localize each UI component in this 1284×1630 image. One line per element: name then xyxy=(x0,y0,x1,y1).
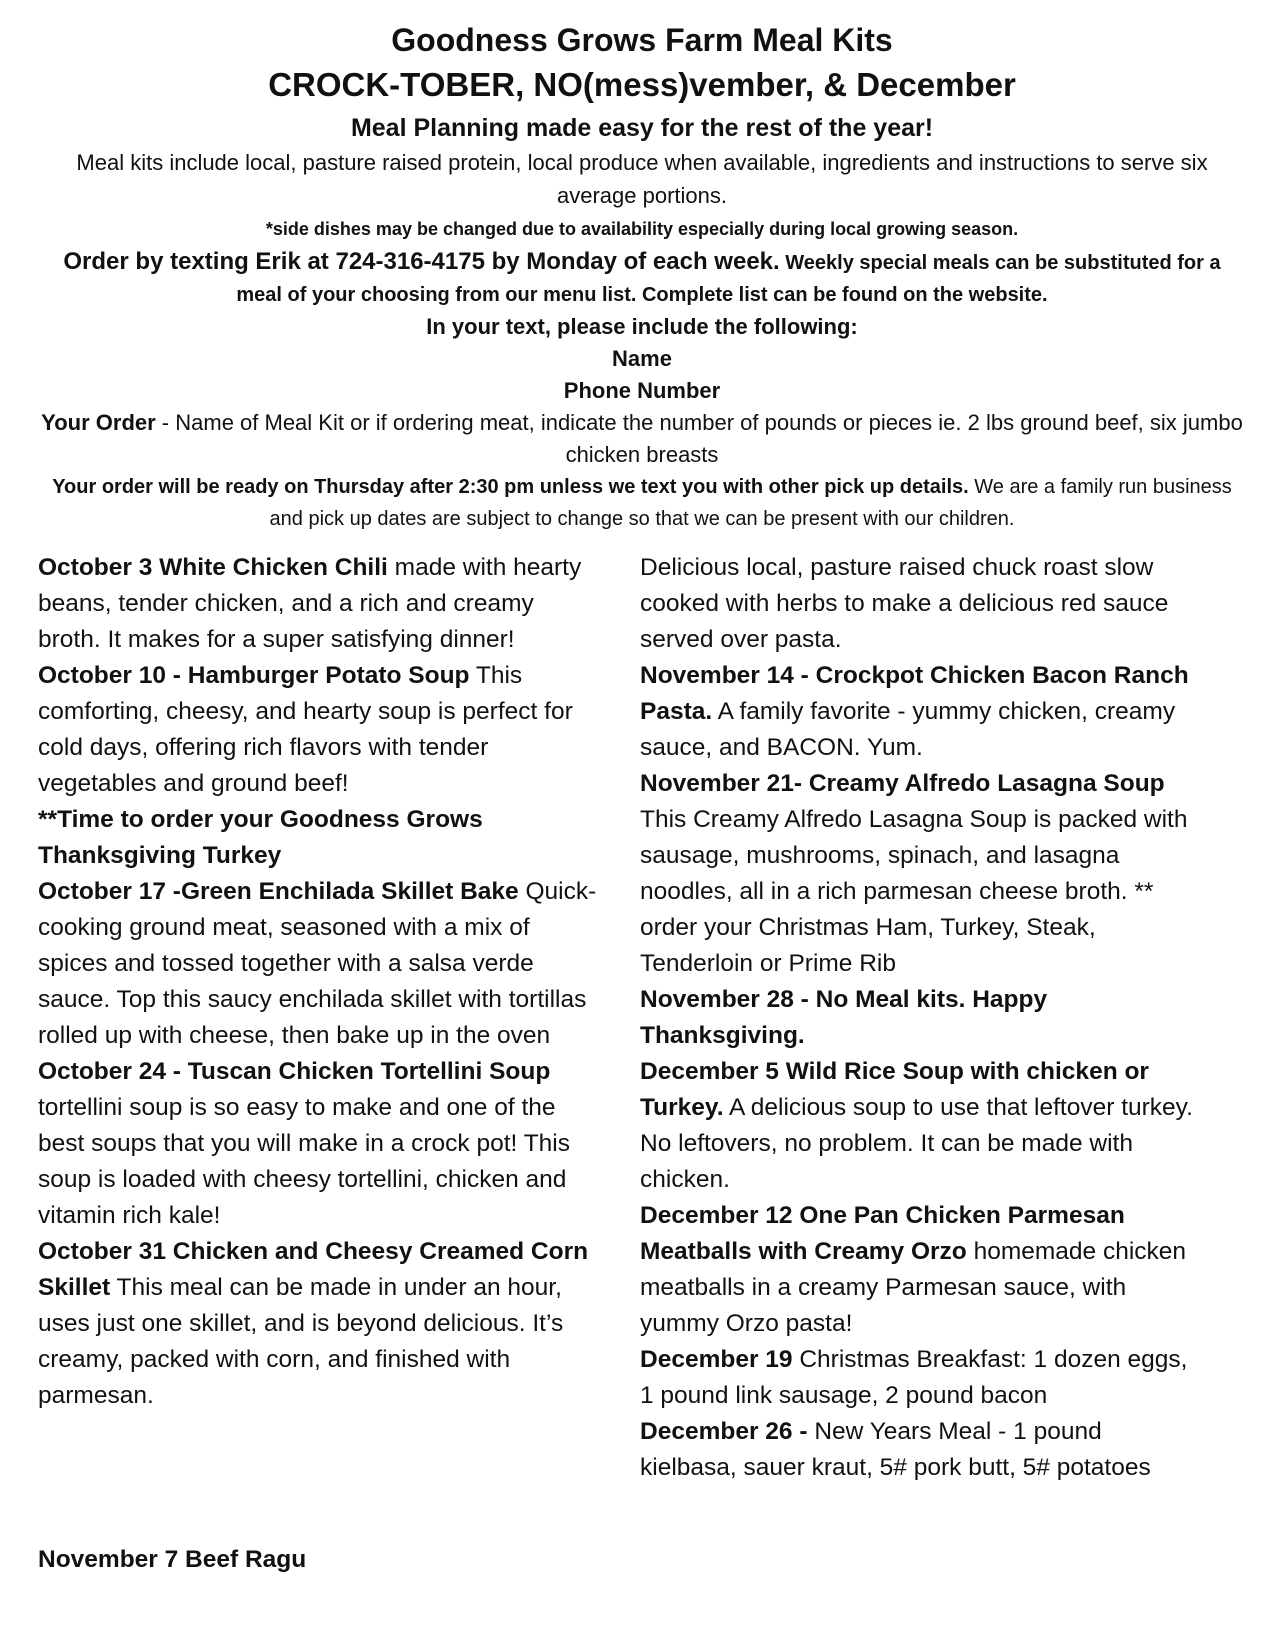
menu-entry-title: October 24 - Tuscan Chicken Tortellini Soup xyxy=(38,1058,551,1085)
menu-column-right xyxy=(640,550,1200,1486)
pickup-notice xyxy=(0,471,1284,535)
menu-entry-title: December 26 - xyxy=(640,1418,808,1445)
pickup-rest: We are a family run business and pick up dates are subject to change so that we can be present with our children. xyxy=(269,476,1232,530)
menu-entry-body: made with hearty beans, tender chicken, and a rich and creamy broth. It makes for a super satisfying dinner! xyxy=(38,554,582,653)
footer-entry: November 7 Beef Ragu xyxy=(38,1546,307,1573)
menu-entry xyxy=(640,658,1200,766)
include-heading: In your text, please include the following: xyxy=(426,314,858,339)
menu-entry xyxy=(640,1198,1200,1342)
menu-entry-title: October 3 White Chicken Chili xyxy=(38,554,388,581)
menu-column-left xyxy=(38,550,640,1486)
menu-entry-body: This meal can be made in under an hour, uses just one skillet, and is beyond delicious. It’s creamy, packed with corn, and finished with parmesan. xyxy=(38,1274,564,1409)
menu-entry xyxy=(38,658,600,802)
page-title: Goodness Grows Farm Meal Kits xyxy=(391,22,893,58)
menu-entry xyxy=(640,1342,1200,1414)
order-by-text: Order by texting Erik at 724-316-4175 by Monday of each week. xyxy=(63,248,780,275)
page-subtitle: CROCK-TOBER, NO(mess)vember, & December xyxy=(268,66,1016,103)
menu-entry-title: November 21- Creamy Alfredo Lasagna Soup xyxy=(640,770,1165,797)
substitution-text: Weekly special meals can be substituted for a meal of your choosing from our menu list. Complete list can be found on the website. xyxy=(236,252,1221,306)
side-dish-note: *side dishes may be changed due to availability especially during local growing season. xyxy=(265,219,1019,239)
intro-text: Meal kits include local, pasture raised protein, local produce when available, ingredients and instructions to serve six average portions. xyxy=(76,150,1208,208)
menu-entry-title: October 10 - Hamburger Potato Soup xyxy=(38,662,470,689)
menu-entry-title: **Time to order your Goodness Grows Thanksgiving Turkey xyxy=(38,806,483,869)
menu-entry-body: This comforting, cheesy, and hearty soup is perfect for cold days, offering rich flavors with tender vegetables and ground beef! xyxy=(38,662,573,797)
pickup-bold: Your order will be ready on Thursday after 2:30 pm unless we text you with other pick up details. xyxy=(52,476,969,498)
menu-entry xyxy=(640,766,1200,982)
menu-entry xyxy=(640,1414,1200,1486)
your-order-line xyxy=(0,407,1284,471)
menu-entry-title: October 31 Chicken and Cheesy Creamed Corn Skillet xyxy=(38,1238,589,1301)
menu-entry-body: This Creamy Alfredo Lasagna Soup is packed with sausage, mushrooms, spinach, and lasagna noodles, all in a rich parmesan cheese broth. ** order your Christmas Ham, Turkey, Steak, Tenderloin or Prime Rib xyxy=(640,806,1188,977)
menu-entry xyxy=(38,1234,600,1414)
menu-entry xyxy=(640,550,1200,658)
menu-entry-body: Christmas Breakfast: 1 dozen eggs, 1 pound link sausage, 2 pound bacon xyxy=(640,1346,1188,1409)
field-name: Name xyxy=(612,346,672,371)
ordering-instructions xyxy=(0,246,1284,311)
menu-entry-body: Quick-cooking ground meat, seasoned with a mix of spices and tossed together with a salsa verde sauce. Top this saucy enchilada skillet with tortillas rolled up with cheese, then bake up in the oven xyxy=(38,878,597,1049)
menu-entry-body: A delicious soup to use that leftover turkey. No leftovers, no problem. It can be made with chicken. xyxy=(640,1094,1193,1193)
your-order-label: Your Order xyxy=(41,410,156,435)
menu-entry-body: A family favorite - yummy chicken, creamy sauce, and BACON. Yum. xyxy=(640,698,1176,761)
menu-entry-title: November 28 - No Meal kits. Happy Thanksgiving. xyxy=(640,986,1048,1049)
field-phone: Phone Number xyxy=(563,378,721,403)
menu-entry-body: Delicious local, pasture raised chuck roast slow cooked with herbs to make a delicious red sauce served over pasta. xyxy=(640,554,1169,653)
flyer-header xyxy=(0,0,1284,535)
menu-entry-title: December 19 xyxy=(640,1346,793,1373)
your-order-text: - Name of Meal Kit or if ordering meat, indicate the number of pounds or pieces ie. 2 lbs ground beef, six jumbo chicken breasts xyxy=(155,410,1243,467)
menu-entry-title: December 5 Wild Rice Soup with chicken or Turkey. xyxy=(640,1058,1149,1121)
menu-entry xyxy=(38,1054,600,1234)
menu-entry xyxy=(640,1054,1200,1198)
menu-entry-title: November 14 - Crockpot Chicken Bacon Ranch Pasta. xyxy=(640,662,1189,725)
menu-entry-title: December 12 One Pan Chicken Parmesan Meatballs with Creamy Orzo xyxy=(640,1202,1125,1265)
tagline: Meal Planning made easy for the rest of the year! xyxy=(350,114,934,142)
menu-entry-body: New Years Meal - 1 pound kielbasa, sauer kraut, 5# pork butt, 5# potatoes xyxy=(640,1418,1151,1481)
menu-columns xyxy=(38,550,1246,1486)
menu-entry xyxy=(38,874,600,1054)
menu-entry-title: October 17 -Green Enchilada Skillet Bake xyxy=(38,878,519,905)
menu-entry xyxy=(38,802,600,874)
menu-entry-body: homemade chicken meatballs in a creamy Parmesan sauce, with yummy Orzo pasta! xyxy=(640,1238,1187,1337)
menu-entry xyxy=(38,550,600,658)
menu-entry xyxy=(640,982,1200,1054)
menu-entry-body: tortellini soup is so easy to make and one of the best soups that you will make in a crock pot! This soup is loaded with cheesy tortellini, chicken and vitamin rich kale! xyxy=(38,1094,570,1229)
